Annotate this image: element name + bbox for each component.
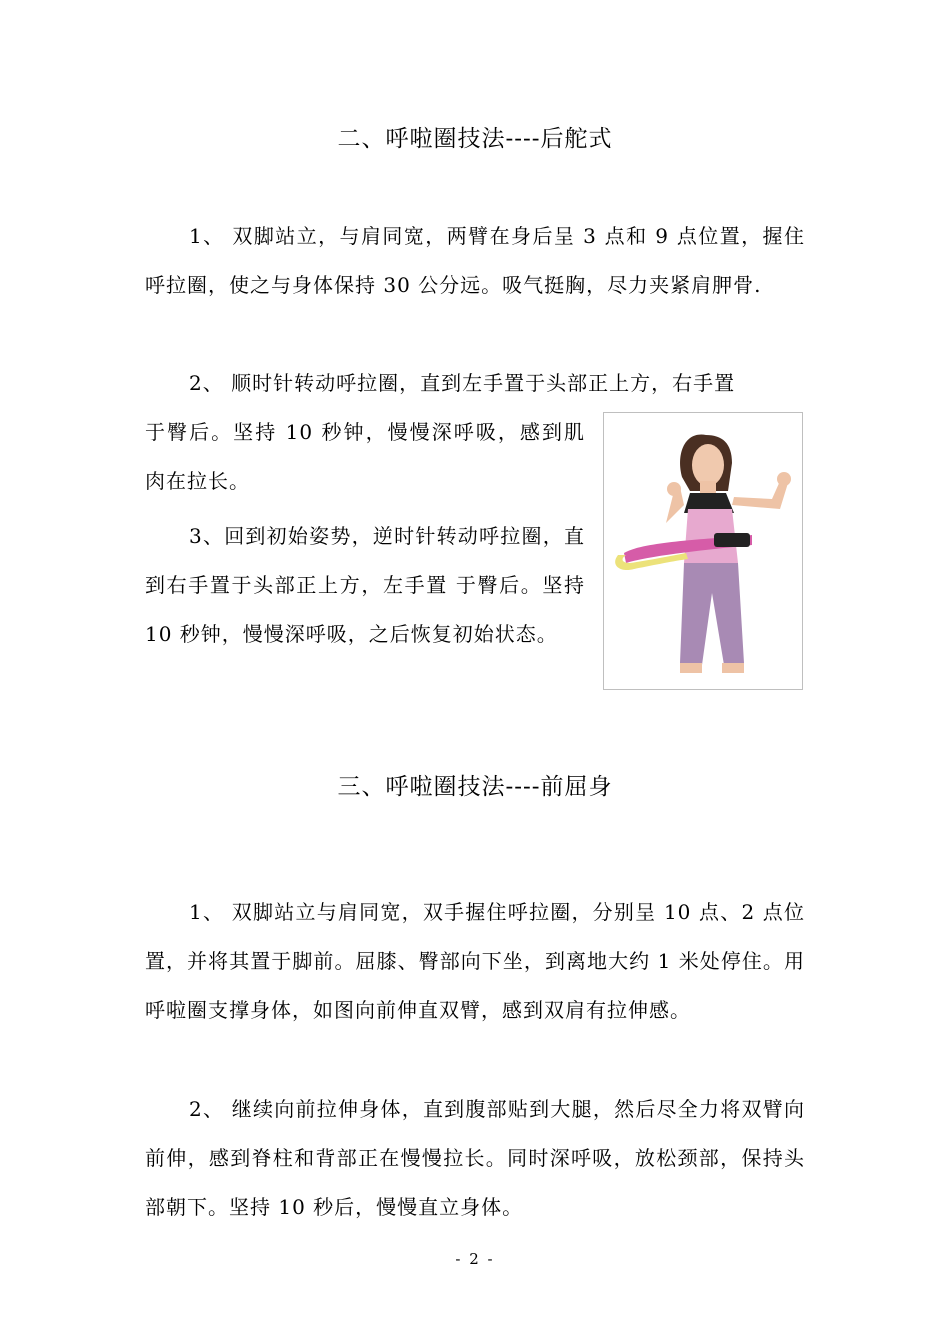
section-3-step-1: 1、 双脚站立与肩同宽，双手握住呼拉圈，分别呈 10 点、2 点位置，并将其置于脚前。屈膝、臀部向下坐，到离地大约 1 米处停住。用呼啦圈支撑身体，如图向前伸直双臂，感到双肩有拉伸感。: [145, 900, 805, 1022]
section-2-step-2-line: 2、 顺时针转动呼拉圈，直到左手置于头部正上方，右手置: [189, 371, 736, 395]
page-number: - 2 -: [455, 1250, 495, 1268]
section-3-heading: 三、呼啦圈技法----前屈身: [337, 774, 613, 800]
section-2-step-3: 3、回到初始姿势，逆时针转动呼拉圈，直到右手置于头部正上方，左手置 于臀后。坚持 10 秒钟，慢慢深呼吸，之后恢复初始状态。: [145, 524, 585, 646]
section-2-step-1: 1、 双脚站立，与肩同宽，两臂在身后呈 3 点和 9 点位置，握住呼拉圈，使之与身体保持 30 公分远。吸气挺胸，尽力夹紧肩胛骨.: [145, 224, 805, 297]
section-3-step-2: 2、 继续向前拉伸身体，直到腹部贴到大腿，然后尽全力将双臂向前伸，感到脊柱和背部正在慢慢拉长。同时深呼吸，放松颈部，保持头部朝下。坚持 10 秒后，慢慢直立身体。: [145, 1097, 805, 1219]
section-2-step-2-rest: 于臀后。坚持 10 秒钟，慢慢深呼吸，感到肌肉在拉长。: [145, 420, 585, 493]
woman-with-hula-hoop-illustration: [604, 413, 802, 689]
hula-hoop-figure: [603, 412, 803, 690]
section-2-heading: 二、呼啦圈技法----后舵式: [337, 126, 613, 152]
